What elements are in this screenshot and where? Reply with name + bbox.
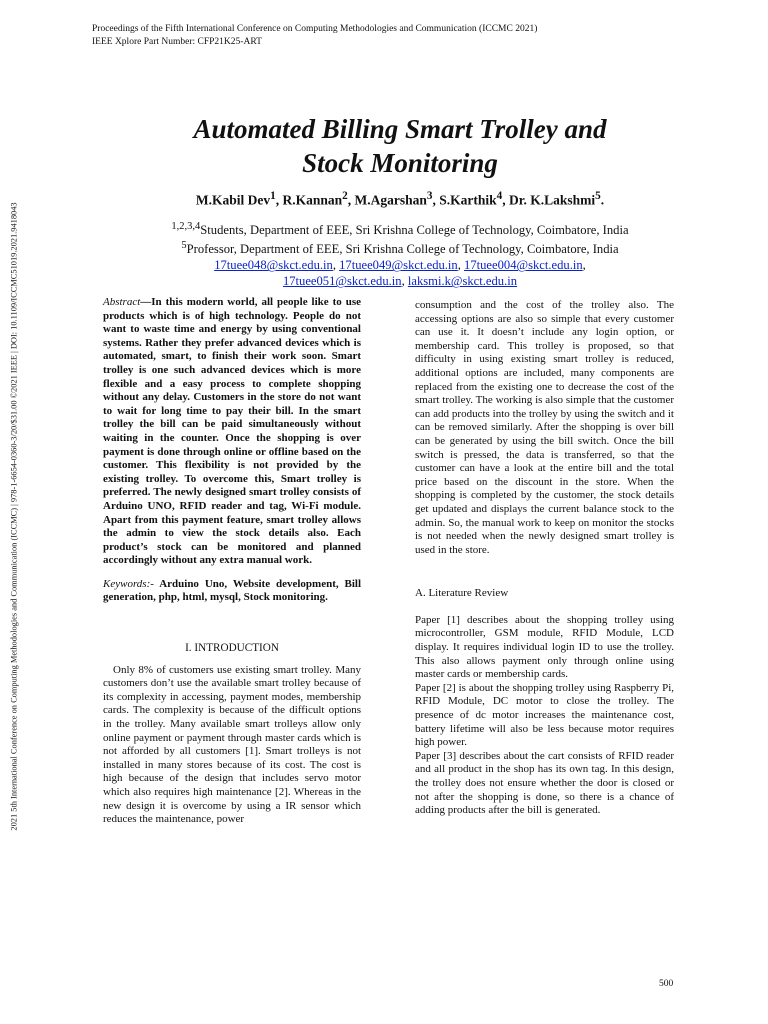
header-part-number: IEEE Xplore Part Number: CFP21K25-ART [92, 37, 262, 47]
email-link[interactable]: 17tuee004@skct.edu.in [464, 258, 583, 273]
email-link[interactable]: laksmi.k@skct.edu.in [407, 274, 518, 289]
literature-paragraph-2: Paper [2] is about the shopping trolley using Raspberry Pi, RFID Module, DC motor to close the trolley. The presence of dc motor increases the maintenance cost, battery lifetime will also be less because motor requires high power. [415, 681, 674, 749]
literature-paragraph-3: Paper [3] describes about the cart consists of RFID reader and all product in the shop has its own tag. In this design, the trolley does not ensure whether the door is closed or not after the shopping is done, so there is a chance of adding products after the bill is generated. [415, 749, 674, 817]
abstract [103, 296, 361, 568]
right-column [415, 299, 674, 818]
side-citation-text: 2021 5th International Conference on Computing Methodologies and Communication (ICCMC) | 978-1-6654-0360-3/20/$31.00 ©2021 IEEE | DOI: 10.1109/ICCMC51019.2021.9418043 [9, 201, 19, 831]
section-heading-introduction: I. INTRODUCTION [185, 642, 279, 655]
author-superscript: 4 [496, 190, 503, 202]
left-column [103, 296, 361, 827]
author-name: Dr. K.Lakshmi [509, 192, 596, 208]
keywords-label: Keywords:- [103, 577, 154, 590]
keywords [103, 578, 361, 605]
email-link[interactable]: 17tuee049@skct.edu.in [339, 258, 458, 273]
affiliation-students [100, 219, 700, 238]
author-superscript: 1 [270, 190, 276, 202]
affiliation-superscript: 1,2,3,4 [171, 221, 201, 232]
author-superscript: 3 [426, 190, 433, 202]
author-name: S.Karthik [439, 192, 497, 208]
author-name: R.Kannan [282, 192, 343, 208]
intro-paragraph: Only 8% of customers use existing smart trolley. Many customers don’t use the available smart trolley because of its complexity in accessing, payment modes, membership cards. The complexity is because of the difficult options in the trolley. Many available smart trolleys allow only online payment or payment through master cards which is not afforded by all customers [1]. Smart trolleys is not installed in many stores because of its cost. The cost is high because of the design that includes servo motor which also requires high maintenance [2]. Whereas in the new design it is overcome by using a IR sensor which reduces the maintenance, power [103, 663, 361, 826]
abstract-label: Abstract [103, 296, 141, 308]
author-name: M.Agarshan [354, 192, 427, 208]
email-link[interactable]: 17tuee048@skct.edu.in [214, 258, 333, 273]
running-header [92, 23, 537, 49]
keywords-body: Arduino Uno, Website development, Bill generation, php, html, mysql, Stock monitoring. [103, 577, 361, 604]
author-superscript: 5 [595, 190, 601, 202]
affiliation-text: Students, Department of EEE, Sri Krishna College of Technology, Coimbatore, India [200, 223, 629, 238]
subsection-heading-literature-review: A. Literature Review [415, 587, 509, 600]
affiliation-professor [100, 238, 700, 257]
literature-paragraph-1: Paper [1] describes about the shopping trolley using microcontroller, GSM module, RFID Module, LCD display. It requires individual login ID to use the trolley. This also allows payment only through online using master cards or membership cards. [415, 613, 674, 681]
email-line-1: 17tuee048@skct.edu.in, 17tuee049@skct.edu.in, 17tuee004@skct.edu.in, [214, 258, 586, 273]
abstract-dash: — [140, 296, 152, 308]
email-line-2: 17tuee051@skct.edu.in, laksmi.k@skct.edu.in [282, 274, 518, 289]
author-list: M.Kabil Dev$^1$, R.Kannan$^2$, M.Agarshan$^3$, S.Karthik$^4$, Dr. K.Lakshmi$^5$. [195, 190, 605, 208]
header-proceedings: Proceedings of the Fifth International Conference on Computing Methodologies and Communication (ICCMC 2021) [92, 24, 538, 34]
abstract-body: In this modern world, all people like to use products which is of high technology. People do not want to waste time and energy by using conventional systems. Rather they prefer advanced devices which is automated, smart, to finish their work soon. Smart trolley is one such advanced devices which is more flexible and a easy process to complete shopping without any delay. Customers in the store do not want to wait for long time to pay their bill. In the smart trolley the bill can be paid simultaneously without waiting in the counter. Once the shopping is over payment is done through online or offline based on the customer. This flexibility is not provided by the existing trolley. To overcome this, Smart trolley is preferred. The newly designed smart trolley consists of Arduino UNO, RFID reader and tag, Wi-Fi module. Apart from this payment feature, smart trolley allows the admin to view the stock details also. Each product’s stock can be monitored and planned accordingly without any extra manual work. [103, 296, 361, 567]
title-line-1: Automated Billing Smart Trolley and [193, 114, 607, 144]
side-citation [4, 146, 24, 886]
paper-title [100, 112, 700, 180]
title-line-2: Stock Monitoring [302, 148, 498, 178]
author-superscript: 2 [342, 190, 348, 202]
affiliation-text: Professor, Department of EEE, Sri Krishna College of Technology, Coimbatore, India [186, 242, 619, 257]
affiliation-superscript: 5 [181, 240, 187, 252]
intro-continuation: consumption and the cost of the trolley also. The accessing options are also so simple that every customer can use it. It doesn’t include any login option, or membership card. This trolley is proposed, so that difficulty in using existing smart trolley is reduced, additional options are included, many components are replaced from the existing one to decrease the cost of the smart trolley. The working is also simple that the customer can add products into the trolley by using the switch and it can be removed similarly. After the shopping is over bill can be generated by using the bill switch. Once the bill switch is pressed, the data is transferred, so that the customer can have a look at the entire bill and the total price based on the discount in the store. When the shopping is completed by the customer, the stock details get updated and displays the current balance stock to the admin. So, the manual work to keep on monitor the stocks is not needed when the newly designed smart trolley is used in the store. [415, 299, 674, 556]
email-link[interactable]: 17tuee051@skct.edu.in [282, 274, 402, 289]
affiliations [100, 219, 700, 289]
author-name: M.Kabil Dev [195, 192, 271, 208]
page-number: 500 [659, 979, 674, 989]
